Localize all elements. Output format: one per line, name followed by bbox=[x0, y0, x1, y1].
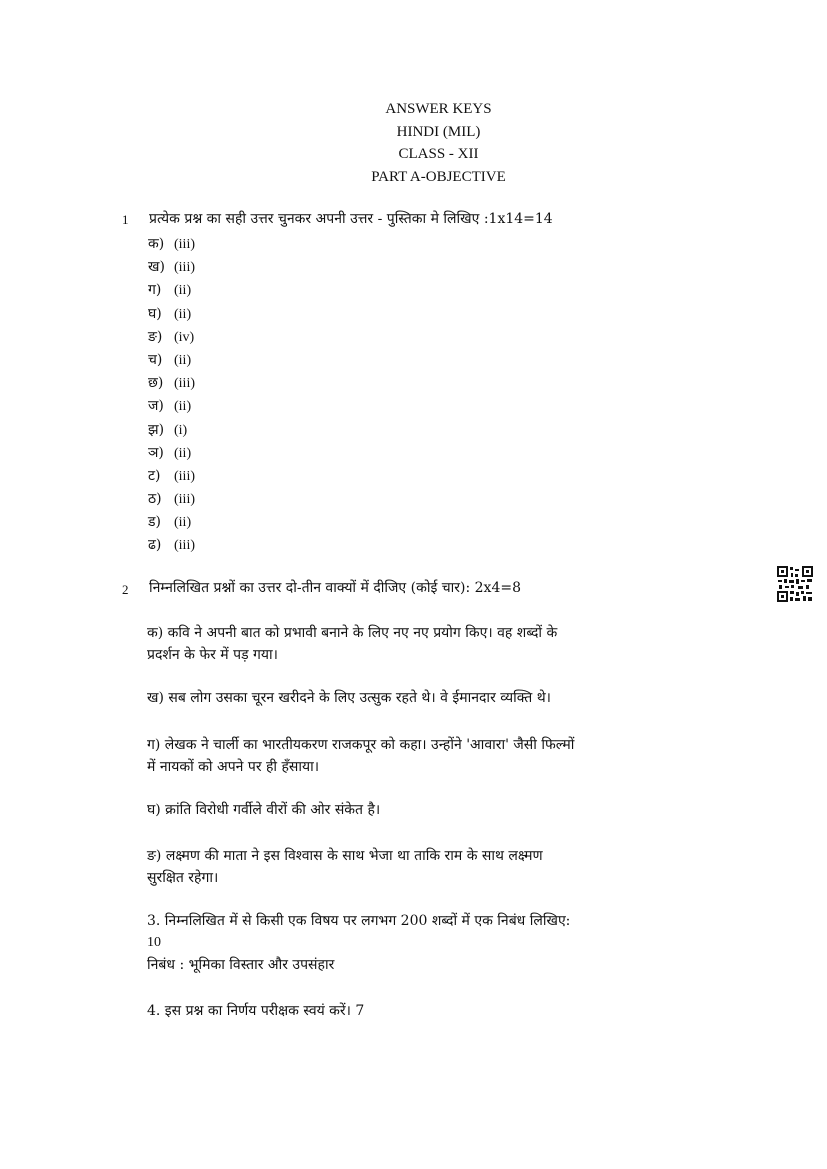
list-item bbox=[148, 465, 195, 488]
question-2-answer-d bbox=[147, 799, 727, 821]
list-item bbox=[148, 233, 195, 256]
answer-line: घ) क्रांति विरोधी गर्वीले वीरों की ओर संकेत है। bbox=[147, 802, 381, 818]
answer-label: च) bbox=[148, 351, 163, 368]
question-2-text: निम्नलिखित प्रश्नों का उत्तर दो-तीन वाक्यों में दीजिए (कोई चार): 2x4=8 bbox=[149, 580, 521, 596]
list-item bbox=[148, 488, 195, 511]
answer-line: ग) लेखक ने चार्ली का भारतीयकरण राजकपूर को कहा। उन्होंने 'आवारा' जैसी फिल्मों bbox=[147, 737, 575, 753]
question-1-answer-list bbox=[148, 233, 195, 558]
answer-value: (ii) bbox=[174, 515, 192, 531]
answer-value: (iii) bbox=[174, 260, 195, 276]
list-item bbox=[148, 279, 195, 302]
answer-line: प्रदर्शन के फेर में पड़ गया। bbox=[147, 647, 278, 663]
answer-value: (iii) bbox=[174, 237, 195, 252]
answer-value: (ii) bbox=[174, 352, 192, 368]
header-class: CLASS - XII bbox=[398, 146, 479, 162]
answer-label: ख) bbox=[148, 259, 165, 276]
list-item bbox=[148, 326, 195, 349]
question-2-answer-c bbox=[147, 734, 727, 778]
document-header bbox=[0, 98, 827, 188]
answer-line: क) कवि ने अपनी बात को प्रभावी बनाने के लिए नए नए प्रयोग किए। वह शब्दों के bbox=[147, 625, 558, 641]
answer-label: घ) bbox=[148, 305, 162, 322]
list-item bbox=[148, 511, 195, 534]
list-item bbox=[148, 256, 195, 279]
answer-label: ठ) bbox=[148, 491, 162, 508]
answer-label: झ) bbox=[148, 421, 165, 438]
answer-line: ख) सब लोग उसका चूरन खरीदने के लिए उत्सुक रहते थे। वे ईमानदार व्यक्ति थे। bbox=[147, 690, 551, 706]
answer-label: छ) bbox=[148, 375, 164, 392]
answer-line: में नायकों को अपने पर ही हँसाया। bbox=[147, 759, 320, 775]
question-1-text: प्रत्येक प्रश्न का सही उत्तर चुनकर अपनी उत्तर - पुस्तिका मे लिखिए :1x14=14 bbox=[149, 211, 553, 227]
answer-value: (i) bbox=[174, 422, 188, 438]
answer-label: ग) bbox=[148, 282, 162, 299]
answer-value: (iii) bbox=[174, 538, 195, 554]
answer-label: ज) bbox=[148, 398, 164, 415]
answer-value: (ii) bbox=[174, 306, 192, 322]
question-3-text: 3. निम्नलिखित में से किसी एक विषय पर लगभग 200 शब्दों में एक निबंध लिखिए: bbox=[147, 913, 571, 929]
header-title: ANSWER KEYS bbox=[385, 101, 492, 117]
list-item bbox=[148, 419, 195, 442]
answer-value: (ii) bbox=[174, 283, 192, 299]
answer-value: (iii) bbox=[174, 492, 195, 508]
question-3 bbox=[147, 910, 727, 976]
answer-label: ड) bbox=[148, 514, 161, 531]
answer-label: ञ) bbox=[148, 444, 164, 461]
list-item bbox=[148, 534, 195, 557]
answer-value: (iii) bbox=[174, 376, 195, 392]
question-2-answer-b bbox=[147, 687, 727, 709]
question-3-answer: निबंध : भूमिका विस्तार और उपसंहार bbox=[147, 957, 335, 973]
answer-label: ङ) bbox=[148, 328, 163, 345]
answer-value: (ii) bbox=[174, 445, 192, 461]
qr-code-icon bbox=[776, 565, 814, 603]
answer-line: ङ) लक्ष्मण की माता ने इस विश्वास के साथ भेजा था ताकि राम के साथ लक्ष्मण bbox=[147, 848, 543, 864]
answer-line: सुरक्षित रहेगा। bbox=[147, 870, 219, 886]
question-2-answer-e bbox=[147, 845, 727, 889]
list-item bbox=[148, 349, 195, 372]
header-part: PART A-OBJECTIVE bbox=[371, 168, 506, 185]
header-subject: HINDI (MIL) bbox=[396, 123, 481, 140]
list-item bbox=[148, 395, 195, 418]
list-item bbox=[148, 372, 195, 395]
answer-label: ट) bbox=[148, 467, 161, 484]
list-item bbox=[148, 303, 195, 326]
question-2-number: 2 bbox=[122, 582, 129, 597]
answer-value: (ii) bbox=[174, 399, 192, 415]
answer-value: (iii) bbox=[174, 468, 195, 484]
question-4-text: 4. इस प्रश्न का निर्णय परीक्षक स्वयं करें। 7 bbox=[147, 1003, 365, 1019]
question-3-marks: 10 bbox=[147, 935, 161, 950]
question-2-answer-a bbox=[147, 622, 727, 666]
question-4 bbox=[147, 1000, 727, 1022]
list-item bbox=[148, 442, 195, 465]
answer-label: ढ) bbox=[148, 537, 162, 554]
answer-label: क) bbox=[148, 236, 165, 252]
question-1-number: 1 bbox=[122, 212, 129, 227]
answer-value: (iv) bbox=[174, 329, 195, 345]
